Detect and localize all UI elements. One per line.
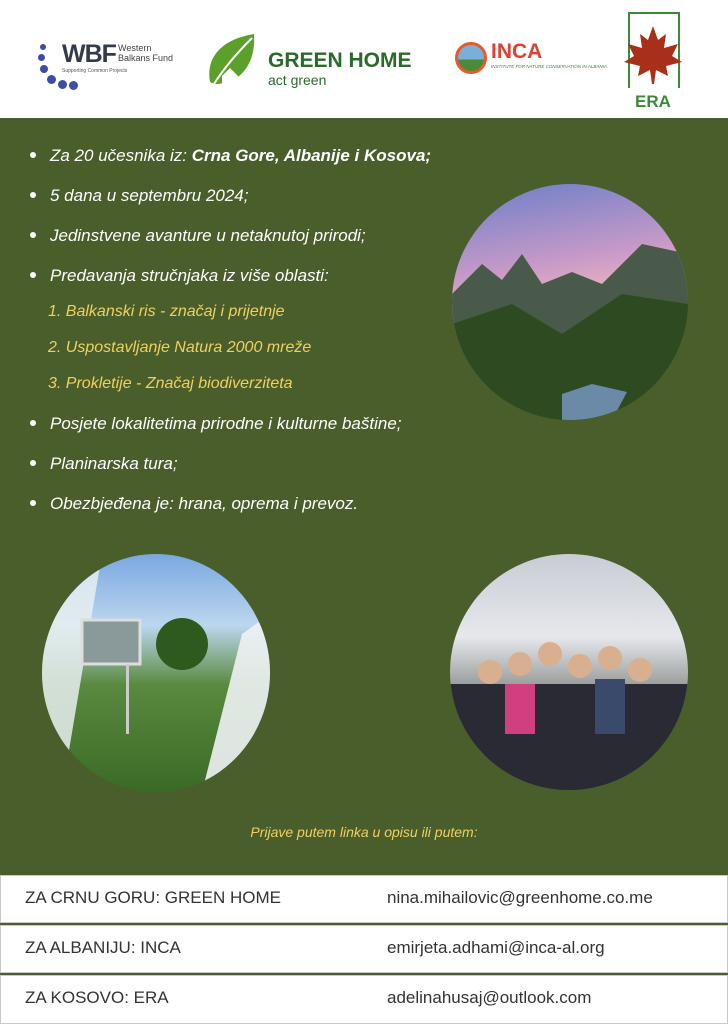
greenhome-subtitle: act green [268, 72, 327, 88]
contact-label: ZA KOSOVO: ERA [25, 988, 169, 1007]
maple-leaf-icon [620, 22, 686, 88]
inca-logo [455, 40, 607, 80]
list-item-bold: Crna Gore, Albanije i Kosova; [191, 146, 432, 165]
list-item [30, 146, 431, 166]
list-item [30, 266, 329, 286]
list-item [30, 226, 366, 246]
era-logo [620, 12, 686, 116]
list-item [30, 454, 178, 474]
wbf-logo-side: Western Balkans Fund [118, 43, 174, 63]
bullet-icon [30, 232, 36, 238]
list-item-text: Posjete lokalitetima prirodne i kulturne baštine; [50, 414, 402, 433]
bullet-icon [30, 460, 36, 466]
list-item-text: Predavanja stručnjaka iz više oblasti: [50, 266, 329, 285]
contact-row [0, 975, 728, 1024]
list-item [30, 186, 248, 206]
inca-name: INCA [491, 40, 543, 63]
bullet-icon [30, 192, 36, 198]
garden-sign-photo [42, 554, 270, 792]
inca-subtitle: INSTITUTE FOR NATURE CONSERVATION IN ALBANIA [491, 64, 607, 69]
wbf-logo-tag: Supporting Common Projects [62, 68, 128, 74]
list-item-text: Obezbjeđena je: hrana, oprema i prevoz. [50, 494, 359, 513]
wbf-logo-text: WBF [62, 40, 116, 68]
leaf-icon [204, 32, 258, 88]
contact-row [0, 875, 728, 923]
inca-globe-icon [455, 42, 487, 74]
mountain-camp-photo [452, 184, 688, 420]
contact-label: ZA CRNU GORU: GREEN HOME [25, 888, 281, 907]
lecture-topic: 1. Balkanski ris - značaj i prijetnje [48, 303, 285, 320]
wbf-logo [38, 38, 178, 92]
era-name: ERA [635, 92, 671, 111]
lecture-topic: 2. Uspostavljanje Natura 2000 mreže [48, 339, 312, 356]
list-item-text: Planinarska tura; [50, 454, 178, 473]
bullet-icon [30, 420, 36, 426]
contact-email[interactable]: adelinahusaj@outlook.com [387, 988, 592, 1007]
greenhome-title: GREEN HOME [268, 49, 412, 72]
bullet-icon [30, 500, 36, 506]
greenhome-logo [200, 30, 410, 90]
list-item [30, 414, 402, 434]
contact-email[interactable]: nina.mihailovic@greenhome.co.me [387, 888, 653, 907]
group-photo [450, 554, 688, 790]
contact-label: ZA ALBANIJU: INCA [25, 938, 181, 957]
contact-email[interactable]: emirjeta.adhami@inca-al.org [387, 938, 605, 957]
logo-header [0, 0, 728, 118]
list-item-text: Za 20 učesnika iz: [50, 146, 192, 165]
registration-note: Prijave putem linka u opisu ili putem: [250, 824, 478, 840]
bullet-icon [30, 152, 36, 158]
bullet-icon [30, 272, 36, 278]
list-item [30, 494, 358, 514]
list-item-text: 5 dana u septembru 2024; [50, 186, 249, 205]
lecture-topic: 3. Prokletije - Značaj biodiverziteta [48, 375, 293, 392]
list-item-text: Jedinstvene avanture u netaknutoj prirodi; [50, 226, 366, 245]
contact-row [0, 925, 728, 973]
